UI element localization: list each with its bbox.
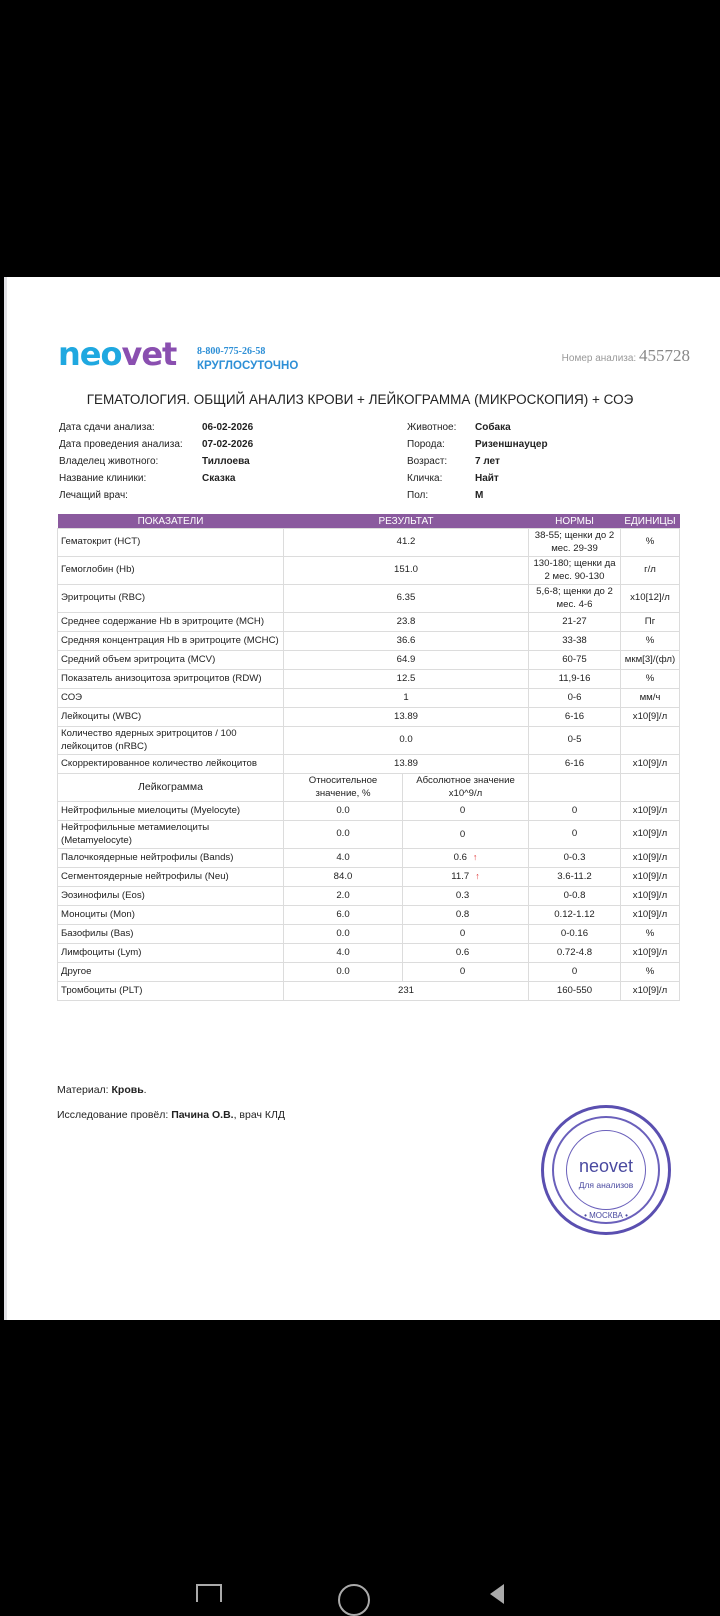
recent-apps-icon[interactable] (196, 1584, 222, 1602)
table-cell: 0-0.3 (529, 849, 621, 868)
results-table (57, 514, 680, 1001)
table-cell: 6.35 (284, 585, 529, 613)
table-cell: 0.6 (403, 944, 529, 963)
table-cell: Абсолютное значение x10^9/л (403, 774, 529, 802)
table-row (58, 529, 680, 557)
table-cell: % (621, 925, 680, 944)
table-row (58, 689, 680, 708)
hours-label: КРУГЛОСУТОЧНО (197, 360, 299, 372)
neovet-logo: neovet (58, 335, 177, 373)
table-cell: 21-27 (529, 613, 621, 632)
table-cell: 11,9-16 (529, 670, 621, 689)
table-cell: 0.12-1.12 (529, 906, 621, 925)
table-cell: x10[9]/л (621, 868, 680, 887)
table-cell: Количество ядерных эритроцитов / 100 лейкоцитов (nRBC) (58, 727, 284, 755)
table-row (58, 557, 680, 585)
table-cell: СОЭ (58, 689, 284, 708)
report-title: ГЕМАТОЛОГИЯ. ОБЩИЙ АНАЛИЗ КРОВИ + ЛЕЙКОГРАММА (МИКРОСКОПИЯ) + СОЭ (86, 392, 634, 407)
table-row (58, 963, 680, 982)
table-cell (621, 774, 680, 802)
table-cell: 0-5 (529, 727, 621, 755)
table-row (58, 585, 680, 613)
table-cell: Гемоглобин (Hb) (58, 557, 284, 585)
table-cell: x10[12]/л (621, 585, 680, 613)
clinic-stamp: neovet Для анализов • МОСКВА • (541, 1105, 671, 1235)
table-cell: 5,6-8; щенки до 2 мес. 4-6 (529, 585, 621, 613)
table-cell: 0.6 ↑ (403, 849, 529, 868)
table-row (58, 802, 680, 821)
table-row (58, 774, 680, 802)
table-cell: Показатель анизоцитоза эритроцитов (RDW) (58, 670, 284, 689)
table-cell: 0 (529, 802, 621, 821)
table-row (58, 670, 680, 689)
table-cell: 36.6 (284, 632, 529, 651)
table-row (58, 944, 680, 963)
table-row (58, 906, 680, 925)
table-cell (621, 727, 680, 755)
table-cell: 6-16 (529, 708, 621, 727)
high-flag-icon: ↑ (475, 871, 480, 882)
table-cell: 151.0 (284, 557, 529, 585)
table-row (58, 821, 680, 849)
table-cell: мм/ч (621, 689, 680, 708)
table-row (58, 651, 680, 670)
table-row (58, 868, 680, 887)
table-cell: Пг (621, 613, 680, 632)
table-cell: 0-6 (529, 689, 621, 708)
table-cell: 0 (529, 821, 621, 849)
table-row (58, 982, 680, 1001)
table-cell: 64.9 (284, 651, 529, 670)
table-cell: 0.0 (284, 963, 403, 982)
header-units: ЕДИНИЦЫ (621, 514, 680, 529)
table-cell: 1 (284, 689, 529, 708)
table-cell: x10[9]/л (621, 802, 680, 821)
table-cell: Скорректированное количество лейкоцитов (58, 755, 284, 774)
table-cell: Гематокрит (HCT) (58, 529, 284, 557)
high-flag-icon: ↑ (472, 852, 478, 863)
table-cell: г/л (621, 557, 680, 585)
table-cell: 0 (529, 963, 621, 982)
table-cell: 13.89 (284, 755, 529, 774)
table-cell: 0.8 (403, 906, 529, 925)
table-cell: 0.0 (284, 821, 403, 849)
back-icon[interactable] (490, 1584, 504, 1604)
table-cell: Эритроциты (RBC) (58, 585, 284, 613)
table-cell: 0.0 (284, 727, 529, 755)
table-cell: x10[9]/л (621, 821, 680, 849)
table-cell: 41.2 (284, 529, 529, 557)
table-cell: Лейкограмма (58, 774, 284, 802)
table-cell: 6-16 (529, 755, 621, 774)
table-cell: 130-180; щенки да 2 мес. 90-130 (529, 557, 621, 585)
table-cell: Другое (58, 963, 284, 982)
table-cell: % (621, 670, 680, 689)
table-cell: 11.7 ↑ (403, 868, 529, 887)
table-cell: Среднее содержание Hb в эритроците (MCH) (58, 613, 284, 632)
table-cell: x10[9]/л (621, 708, 680, 727)
table-cell: Средний объем эритроцита (MCV) (58, 651, 284, 670)
table-cell: Тромбоциты (PLT) (58, 982, 284, 1001)
table-cell: 0.3 (403, 887, 529, 906)
table-cell: Базофилы (Bas) (58, 925, 284, 944)
table-cell: мкм[3]/(фл) (621, 651, 680, 670)
table-cell: 23.8 (284, 613, 529, 632)
table-cell: Лейкоциты (WBC) (58, 708, 284, 727)
table-cell: 60-75 (529, 651, 621, 670)
table-cell: x10[9]/л (621, 887, 680, 906)
table-cell: Палочкоядерные нейтрофилы (Bands) (58, 849, 284, 868)
table-row (58, 613, 680, 632)
table-cell: 0.0 (284, 925, 403, 944)
table-cell: 38-55; щенки до 2 мес. 29-39 (529, 529, 621, 557)
table-cell: x10[9]/л (621, 982, 680, 1001)
info-left: Дата сдачи анализа: 06-02-2026 Дата проведения анализа: 07-02-2026 Владелец животного: Тиллоева Название клиники: Сказка Лечащий врач: (59, 422, 254, 501)
table-cell: % (621, 632, 680, 651)
table-cell: Средняя концентрация Hb в эритроците (MCHC) (58, 632, 284, 651)
table-cell: Относительное значение, % (284, 774, 403, 802)
table-row (58, 632, 680, 651)
header-indicators: ПОКАЗАТЕЛИ (58, 514, 284, 529)
table-cell: 3.6-11.2 (529, 868, 621, 887)
table-cell: 4.0 (284, 944, 403, 963)
material-line: Материал: Кровь. (57, 1084, 147, 1096)
table-cell: 13.89 (284, 708, 529, 727)
table-row (58, 727, 680, 755)
table-cell: x10[9]/л (621, 755, 680, 774)
table-cell: 84.0 (284, 868, 403, 887)
doctor-line: Исследование провёл: Пачина О.В., врач КЛД (57, 1109, 285, 1121)
table-cell: x10[9]/л (621, 849, 680, 868)
table-cell: 0 (403, 963, 529, 982)
table-cell: Моноциты (Mon) (58, 906, 284, 925)
table-cell (529, 774, 621, 802)
table-cell: 160-550 (529, 982, 621, 1001)
table-cell: Нейтрофильные миелоциты (Myelocyte) (58, 802, 284, 821)
table-cell: 0 (403, 925, 529, 944)
table-cell: 12.5 (284, 670, 529, 689)
header-norms: НОРМЫ (529, 514, 621, 529)
table-cell: Эозинофилы (Eos) (58, 887, 284, 906)
header-result: РЕЗУЛЬТАТ (284, 514, 529, 529)
home-icon[interactable] (338, 1584, 370, 1616)
table-cell: Лимфоциты (Lym) (58, 944, 284, 963)
table-cell: 0 (403, 802, 529, 821)
table-cell: 0-0.16 (529, 925, 621, 944)
table-cell: x10[9]/л (621, 906, 680, 925)
analysis-number: Номер анализа: 455728 (561, 346, 690, 365)
table-cell: x10[9]/л (621, 944, 680, 963)
table-row (58, 849, 680, 868)
table-cell: 2.0 (284, 887, 403, 906)
table-cell: 33-38 (529, 632, 621, 651)
table-cell: 0.0 (284, 802, 403, 821)
table-cell: Сегментоядерные нейтрофилы (Neu) (58, 868, 284, 887)
table-row (58, 925, 680, 944)
info-right: Животное: Собака Порода: Ризеншнауцер Возраст: 7 лет Кличка: Найт Пол: М (407, 422, 548, 501)
table-cell: % (621, 963, 680, 982)
phone-number[interactable]: 8-800-775-26-58 (197, 346, 266, 357)
table-cell: 0-0.8 (529, 887, 621, 906)
table-cell: 231 (284, 982, 529, 1001)
table-cell: 0 (403, 821, 529, 849)
table-cell: % (621, 529, 680, 557)
table-cell: 4.0 (284, 849, 403, 868)
table-row (58, 887, 680, 906)
table-row (58, 755, 680, 774)
table-row (58, 708, 680, 727)
table-cell: 6.0 (284, 906, 403, 925)
table-cell: 0.72-4.8 (529, 944, 621, 963)
table-cell: Нейтрофильные метамиелоциты (Metamyelocyte) (58, 821, 284, 849)
